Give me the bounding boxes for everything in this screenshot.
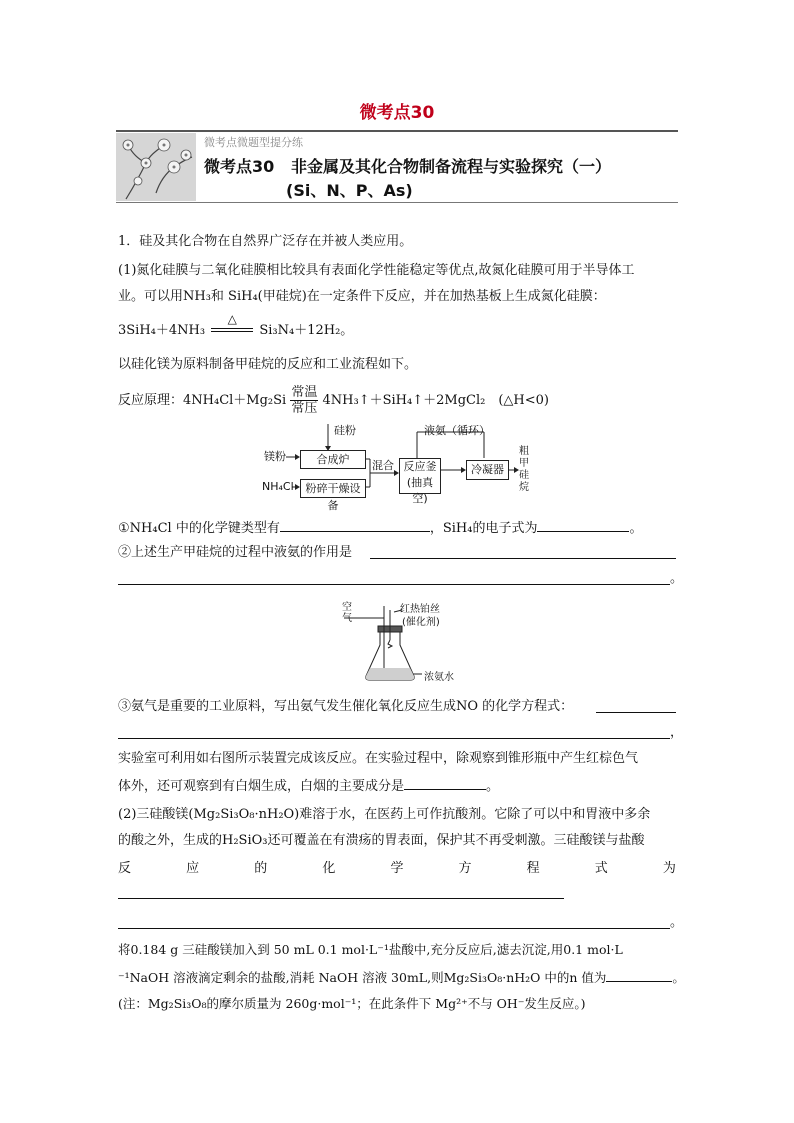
flow-liquid-ammonia: 液氨（循环） — [424, 424, 490, 437]
flow-crusher-dryer: 粉碎干燥设备 — [300, 479, 366, 498]
question-b-period: 。 — [670, 571, 684, 586]
q2-calc-line2-end: 。 — [672, 970, 685, 985]
banner-top-rule — [116, 130, 678, 132]
eq1-left: 3SiH₄＋4NH₃ — [118, 323, 206, 338]
q2-word: 方 — [458, 861, 472, 876]
q2-line2: 的酸之外，生成的H₂SiO₃还可覆盖在有溃疡的胃表面，保护其不再受刺激。三硅酸镁与盐酸 — [118, 833, 645, 848]
apparatus-figure — [340, 600, 460, 684]
answer-line-q2-1[interactable] — [118, 898, 564, 899]
question-a-text: ①NH₄Cl 中的化学键类型有 — [118, 521, 280, 536]
q2-calc-line1: 将0.184 g 三硅酸镁加入到 50 mL 0.1 mol·L⁻¹盐酸中,充分反应后,滤去沉淀,用0.1 mol·L — [118, 942, 623, 957]
q2-word: 式 — [594, 861, 608, 876]
eq1-condition: △ — [227, 312, 237, 326]
apparatus-wire-label: 红热铂丝 — [400, 604, 440, 615]
q2-word: 学 — [390, 861, 404, 876]
page-title: 微考点30 — [359, 103, 435, 123]
q2-word: 为 — [662, 861, 676, 876]
q2-word: 程 — [526, 861, 540, 876]
question-c-comma: ， — [670, 725, 684, 740]
apparatus-ammonia-label: 浓氨水 — [424, 672, 454, 683]
flow-nh4cl: NH₄Cl — [262, 480, 294, 493]
section-banner — [116, 130, 678, 204]
eq2-condition-bottom: 常压 — [291, 401, 318, 416]
process-flow-diagram — [262, 420, 534, 512]
answer-blank-n-value[interactable] — [606, 968, 672, 982]
q2-period: 。 — [670, 915, 684, 930]
flow-condenser: 冷凝器 — [466, 460, 509, 480]
flower-illustration — [116, 133, 196, 201]
eq2-suffix: 4NH₃↑＋SiH₄↑＋2MgCl₂ (△H<0) — [322, 393, 549, 408]
q2-line1: (2)三硅酸镁(Mg₂Si₃O₈·nH₂O)难溶于水，在医药上可作抗酸剂。它除了可以中和胃液中多余 — [118, 807, 651, 822]
q2-calc-line2 — [118, 968, 685, 987]
banner-bottom-rule — [116, 202, 678, 203]
eq1-right: Si₃N₄＋12H₂。 — [259, 323, 354, 338]
banner-heading-elements: (Si、N、P、As) — [286, 181, 413, 200]
answer-line-b2[interactable] — [118, 584, 670, 585]
eq2-condition-top: 常温 — [291, 385, 318, 400]
question-a-end: 。 — [629, 521, 643, 536]
q1-intro: 1．硅及其化合物在自然界广泛存在并被人类应用。 — [118, 234, 413, 249]
question-c-line2: 实验室可利用如右图所示装置完成该反应。在实验过程中，除观察到锥形瓶中产生红棕色气 — [118, 751, 639, 766]
equation-2 — [118, 385, 549, 416]
q1-p1-line1: (1)氮化硅膜与二氧化硅膜相比较具有表面化学性能稳定等优点,故氮化硅膜可用于半导体工 — [118, 263, 635, 278]
flow-crude-silane: 粗甲硅烷 — [519, 446, 529, 493]
q2-word: 应 — [186, 861, 200, 876]
answer-blank-white-smoke[interactable] — [404, 776, 486, 790]
apparatus-catalyst-label: (催化剂) — [402, 617, 440, 628]
flow-mg-powder: 镁粉 — [264, 450, 286, 463]
question-a — [118, 518, 642, 538]
q2-calc-line2-text: ⁻¹NaOH 溶液滴定剩余的盐酸,消耗 NaOH 溶液 30mL,则Mg₂Si₃O₈·nH₂O 中的n 值为 — [118, 970, 607, 985]
banner-heading-number: 微考点30 — [204, 157, 275, 176]
apparatus-air-label: 空气 — [342, 602, 352, 624]
answer-line-q2-2[interactable] — [118, 928, 670, 929]
banner-heading-text: 非金属及其化合物制备流程与实验探究（一） — [291, 157, 612, 176]
banner-subtitle: 微考点微题型提分练 — [204, 136, 303, 149]
flow-si-powder: 硅粉 — [334, 424, 356, 437]
equation-1 — [118, 312, 354, 340]
flow-mix-label: 混合 — [372, 459, 394, 472]
answer-line-c2[interactable] — [118, 738, 670, 739]
flow-reactor-label: 反应釜 — [403, 460, 437, 473]
answer-line-b1[interactable] — [370, 558, 676, 559]
q1-p1-line2: 业。可以用NH₃和 SiH₄(甲硅烷)在一定条件下反应，并在加热基板上生成氮化硅膜： — [118, 289, 606, 304]
question-c-line3-end: 。 — [486, 779, 500, 794]
eq2-condition — [290, 385, 318, 416]
flow-reactor-vacuum: (抽真空) — [406, 476, 434, 505]
question-a-mid: ，SiH₄的电子式为 — [429, 521, 538, 536]
question-c-line3 — [118, 776, 499, 796]
answer-line-c1[interactable] — [596, 712, 676, 713]
question-c-line3-text: 体外，还可观察到有白烟生成，白烟的主要成分是 — [118, 779, 405, 794]
answer-blank-bond-types[interactable] — [280, 518, 430, 532]
flow-reactor — [399, 458, 441, 505]
eq2-prefix: 反应原理：4NH₄Cl＋Mg₂Si — [118, 393, 287, 408]
flow-synthesis-furnace: 合成炉 — [300, 450, 366, 469]
q2-word: 的 — [254, 861, 268, 876]
q1-p2: 以硅化镁为原料制备甲硅烷的反应和工业流程如下。 — [118, 357, 418, 372]
eq1-condition-arrow — [209, 312, 255, 340]
answer-blank-electron-formula[interactable] — [537, 518, 629, 532]
q2-line3 — [118, 860, 676, 878]
q2-word: 反 — [118, 861, 132, 876]
question-c: ③氨气是重要的工业原料，写出氨气发生催化氧化反应生成NO 的化学方程式： — [118, 699, 574, 714]
q2-note: (注：Mg₂Si₃O₈的摩尔质量为 260g·mol⁻¹；在此条件下 Mg²⁺不与 OH⁻发生反应。) — [118, 996, 586, 1011]
q2-word: 化 — [322, 861, 336, 876]
banner-heading — [204, 154, 611, 177]
question-b: ②上述生产甲硅烷的过程中液氨的作用是 — [118, 545, 353, 560]
